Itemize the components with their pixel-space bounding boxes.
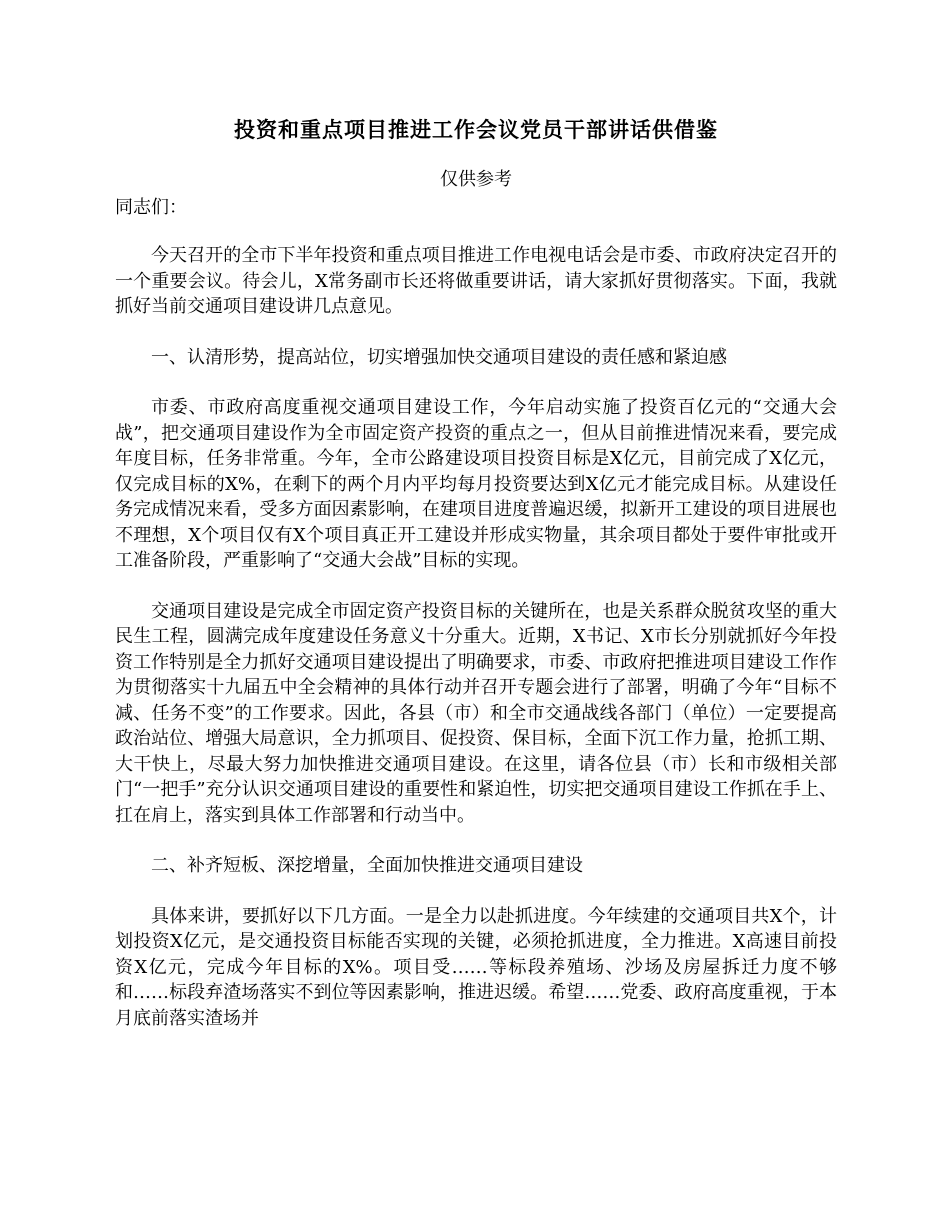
spacer <box>115 370 837 395</box>
spacer <box>115 221 837 243</box>
paragraph-situation: 市委、市政府高度重视交通项目建设工作，今年启动实施了投资百亿元的“交通大会战”，把交通项目建设作为全市固定资产投资的重点之一，但从目前推进情况来看，要完成年度目标，任务非常重。今年，全市公路建设项目投资目标是X亿元，目前完成了X亿元，仅完成目标的X%，在剩下的两个月内平均每月投资要达到X亿元才能完成目标。从建设任务完成情况来看，受多方面因素影响，在建项目进度普遍迟缓，拟新开工建设的项目进展也不理想，X个项目仅有X个项目真正开工建设并形成实物量，其余项目都处于要件审批或开工准备阶段，严重影响了“交通大会战”目标的实现。 <box>115 397 837 571</box>
spacer <box>115 828 837 853</box>
document-title: 投资和重点项目推进工作会议党员干部讲话供借鉴 <box>234 117 718 142</box>
paragraph-intro: 今天召开的全市下半年投资和重点项目推进工作电视电话会是市委、市政府决定召开的一个重要会议。待会儿，X常务副市长还将做重要讲话，请大家抓好贯彻落实。下面，我就抓好当前交通项目建设讲几点意见。 <box>115 245 837 317</box>
paragraph-significance: 交通项目建设是完成全市固定资产投资目标的关键所在，也是关系群众脱贫攻坚的重大民生工程，圆满完成年度建设任务意义十分重大。近期，X书记、X市长分别就抓好今年投资工作特别是全力抓好交通项目建设提出了明确要求，市委、市政府把推进项目建设工作作为贯彻落实十九届五中全会精神的具体行动并召开专题会进行了部署，明确了今年“目标不减、任务不变”的工作要求。因此，各县（市）和全市交通战线各部门（单位）一定要提高政治站位、增强大局意识，全力抓项目、促投资、保目标，全面下沉工作力量，抢抓工期、大干快上，尽最大努力加快推进交通项目建设。在这里，请各位县（市）长和市级相关部门“一把手”充分认识交通项目建设的重要性和紧迫性，切实把交通项目建设工作抓在手上、扛在肩上，落实到具体工作部署和行动当中。 <box>115 600 837 826</box>
spacer <box>115 879 837 904</box>
section-heading-1: 一、认清形势，提高站位，切实增强加快交通项目建设的责任感和紧迫感 <box>151 346 727 368</box>
paragraph-measures: 具体来讲，要抓好以下几方面。一是全力以赴抓进度。今年续建的交通项目共X个，计划投资X亿元，是交通投资目标能否实现的关键，必须抢抓进度，全力推进。X高速目前投资X亿元，完成今年目标的X%。项目受……等标段养殖场、沙场及房屋拆迁力度不够和……标段弃渣场落实不到位等因素影响，推进迟缓。希望……党委、政府高度重视，于本月底前落实渣场并 <box>115 905 837 1029</box>
section-heading-2: 二、补齐短板、深挖增量，全面加快推进交通项目建设 <box>151 855 583 876</box>
spacer <box>115 574 837 599</box>
greeting: 同志们： <box>115 197 187 218</box>
document-page <box>115 110 837 1031</box>
document-subtitle: 仅供参考 <box>440 169 512 190</box>
spacer <box>115 320 837 345</box>
